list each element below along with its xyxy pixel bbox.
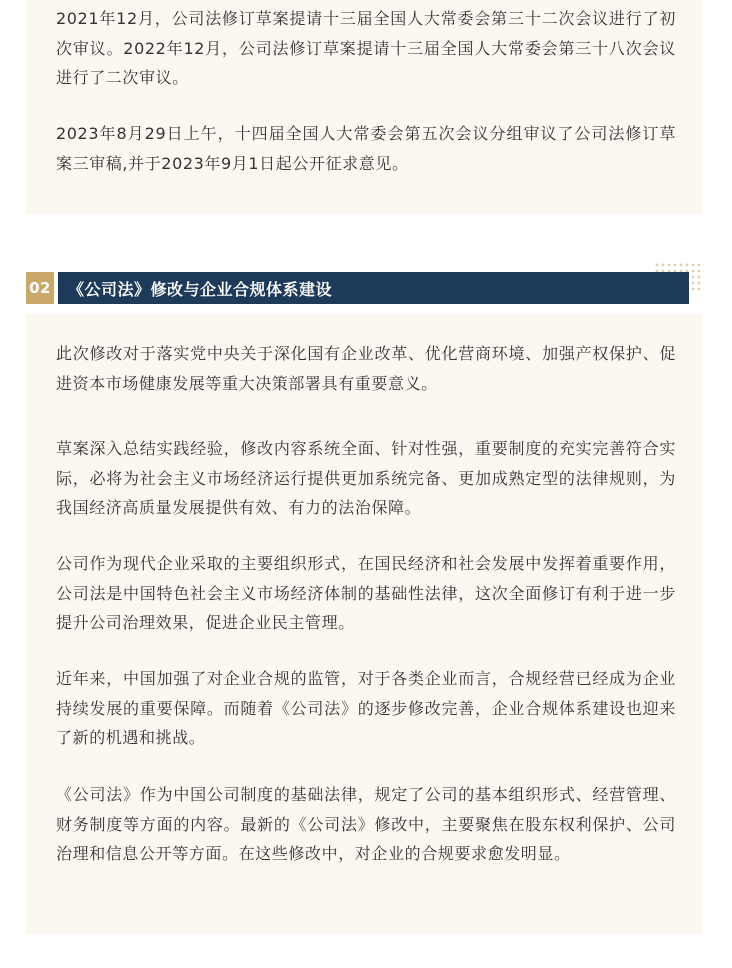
section-header <box>26 272 689 304</box>
section-paragraph-1: 此次修改对于落实党中央关于深化国有企业改革、优化营商环境、加强产权保护、促进资本市场健康发展等重大决策部署具有重要意义。 <box>56 344 676 393</box>
section-paragraph-2: 草案深入总结实践经验，修改内容系统全面、针对性强，重要制度的充实完善符合实际，必将为社会主义市场经济运行提供更加系统完备、更加成熟定型的法律规则，为我国经济高质量发展提供有效、有力的法治保障。 <box>56 439 676 517</box>
section-paragraph-3: 公司作为现代企业采取的主要组织形式，在国民经济和社会发展中发挥着重要作用，公司法是中国特色社会主义市场经济体制的基础性法律，这次全面修订有利于进一步提升公司治理效果，促进企业民主管理。 <box>56 554 676 632</box>
top-paragraph-2: 2023年8月29日上午，十四届全国人大常委会第五次会议分组审议了公司法修订草案三审稿,并于2023年9月1日起公开征求意见。 <box>56 124 676 173</box>
section-paragraph-5: 《公司法》作为中国公司制度的基础法律，规定了公司的基本组织形式、经营管理、财务制度等方面的内容。最新的《公司法》修改中，主要聚焦在股东权利保护、公司治理和信息公开等方面。在这些修改中，对企业的合规要求愈发明显。 <box>56 785 676 863</box>
section-title: 《公司法》修改与企业合规体系建设 <box>58 272 689 304</box>
top-paragraph-1: 2021年12月，公司法修订草案提请十三届全国人大常委会第三十二次会议进行了初次审议。2022年12月，公司法修订草案提请十三届全国人大常委会第三十八次会议进行了二次审议。 <box>56 9 676 87</box>
section-paragraph-4: 近年来，中国加强了对企业合规的监管，对于各类企业而言，合规经营已经成为企业持续发展的重要保障。而随着《公司法》的逐步修改完善，企业合规体系建设也迎来了新的机遇和挑战。 <box>56 669 676 747</box>
section-number-badge: 02 <box>26 272 54 304</box>
